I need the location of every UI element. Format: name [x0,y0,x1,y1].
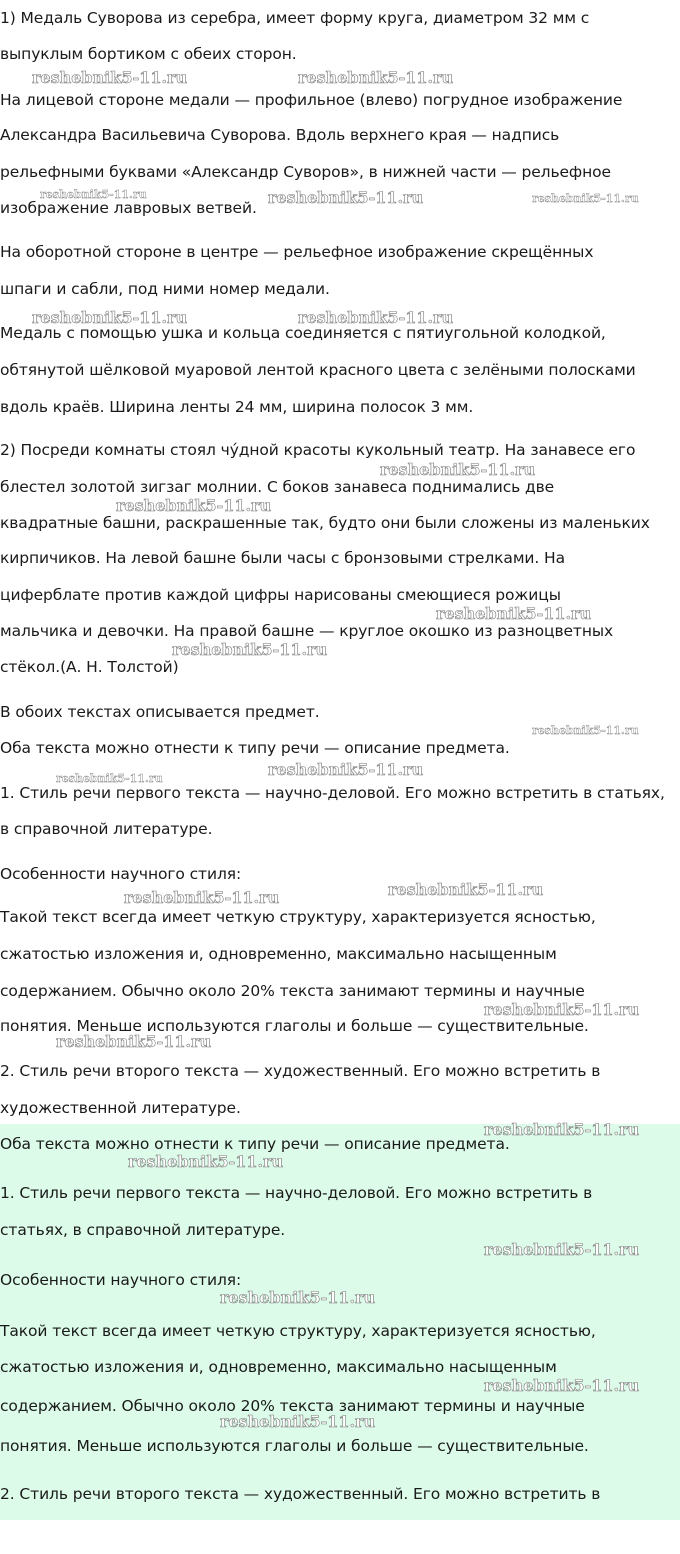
watermark: reshebnik5-11.ru [56,1032,212,1051]
watermark: reshebnik5-11.ru [220,1288,376,1307]
watermark: reshebnik5-11.ru [32,308,188,327]
text-line: Такой текст всегда имеет четкую структуру, характеризуется ясностью, [0,908,596,926]
watermark: reshebnik5-11.ru [532,192,639,205]
watermark: reshebnik5-11.ru [298,308,454,327]
text-line: сжатостью изложения и, одновременно, максимально насыщенным [0,1358,557,1376]
watermark: reshebnik5-11.ru [484,1120,640,1139]
watermark: reshebnik5-11.ru [56,772,163,785]
text-line: стёкол.(А. Н. Толстой) [0,658,179,676]
watermark: reshebnik5-11.ru [484,1000,640,1019]
text-line: содержанием. Обычно около 20% текста занимают термины и научные [0,1397,585,1415]
text-line: Медаль с помощью ушка и кольца соединяется с пятиугольной колодкой, [0,324,606,342]
text-line: кирпичиков. На левой башне были часы с бронзовыми стрелками. На [0,549,565,567]
text-line: Александра Васильевича Суворова. Вдоль верхнего края — надпись [0,126,560,144]
text-line: На оборотной стороне в центре — рельефное изображение скрещённых [0,243,594,261]
watermark: reshebnik5-11.ru [40,188,147,201]
text-line: художественной литературе. [0,1099,241,1117]
text-line: Такой текст всегда имеет четкую структуру, характеризуется ясностью, [0,1322,596,1340]
watermark: reshebnik5-11.ru [268,188,424,207]
text-line: понятия. Меньше используются глаголы и больше — существительные. [0,1017,589,1035]
text-line: понятия. Меньше используются глаголы и больше — существительные. [0,1437,589,1455]
text-line: 2. Стиль речи второго текста — художественный. Его можно встретить в [0,1062,601,1080]
text-line: статьях, в справочной литературе. [0,1221,286,1239]
watermark: reshebnik5-11.ru [388,880,544,899]
text-line: На лицевой стороне медали — профильное (влево) погрудное изображение [0,91,623,109]
text-line: в справочной литературе. [0,820,213,838]
text-line: изображение лавровых ветвей. [0,199,257,217]
watermark: reshebnik5-11.ru [436,604,592,623]
text-line: сжатостью изложения и, одновременно, максимально насыщенным [0,945,557,963]
text-line: Особенности научного стиля: [0,865,242,883]
text-line: В обоих текстах описывается предмет. [0,703,320,721]
watermark: reshebnik5-11.ru [220,1412,376,1431]
text-line: блестел золотой зигзаг молнии. С боков занавеса поднимались две [0,478,555,496]
text-line: мальчика и девочки. На правой башне — круглое окошко из разноцветных [0,622,614,640]
watermark: reshebnik5-11.ru [128,1152,284,1171]
watermark: reshebnik5-11.ru [484,1240,640,1259]
text-line: 1) Медаль Суворова из серебра, имеет форму круга, диаметром 32 мм с [0,9,590,27]
watermark: reshebnik5-11.ru [124,888,280,907]
text-line: Оба текста можно отнести к типу речи — описание предмета. [0,1135,510,1153]
watermark: reshebnik5-11.ru [298,68,454,87]
watermark: reshebnik5-11.ru [172,640,328,659]
watermark: reshebnik5-11.ru [32,68,188,87]
text-line: рельефными буквами «Александр Суворов», в нижней части — рельефное [0,163,611,181]
text-line: выпуклым бортиком с обеих сторон. [0,45,297,63]
text-line: содержанием. Обычно около 20% текста занимают термины и научные [0,982,585,1000]
text-line: квадратные башни, раскрашенные так, будто они были сложены из маленьких [0,514,650,532]
text-line: циферблате против каждой цифры нарисованы смеющиеся рожицы [0,586,561,604]
text-line: шпаги и сабли, под ними номер медали. [0,280,330,298]
text-line: 2) Посреди комнаты стоял чу́дной красоты кукольный театр. На занавесе его [0,441,636,459]
text-line: 2. Стиль речи второго текста — художественный. Его можно встретить в [0,1485,601,1503]
text-line: вдоль краёв. Ширина ленты 24 мм, ширина полосок 3 мм. [0,398,474,416]
watermark: reshebnik5-11.ru [116,496,272,515]
watermark: reshebnik5-11.ru [484,1376,640,1395]
watermark: reshebnik5-11.ru [380,460,536,479]
text-line: обтянутой шёлковой муаровой лентой красного цвета с зелёными полосками [0,361,636,379]
text-line: 1. Стиль речи первого текста — научно-деловой. Его можно встретить в [0,1184,593,1202]
text-line: Особенности научного стиля: [0,1271,242,1289]
text-line: Оба текста можно отнести к типу речи — описание предмета. [0,739,510,757]
watermark: reshebnik5-11.ru [532,724,639,737]
watermark: reshebnik5-11.ru [268,760,424,779]
text-line: 1. Стиль речи первого текста — научно-деловой. Его можно встретить в статьях, [0,784,665,802]
